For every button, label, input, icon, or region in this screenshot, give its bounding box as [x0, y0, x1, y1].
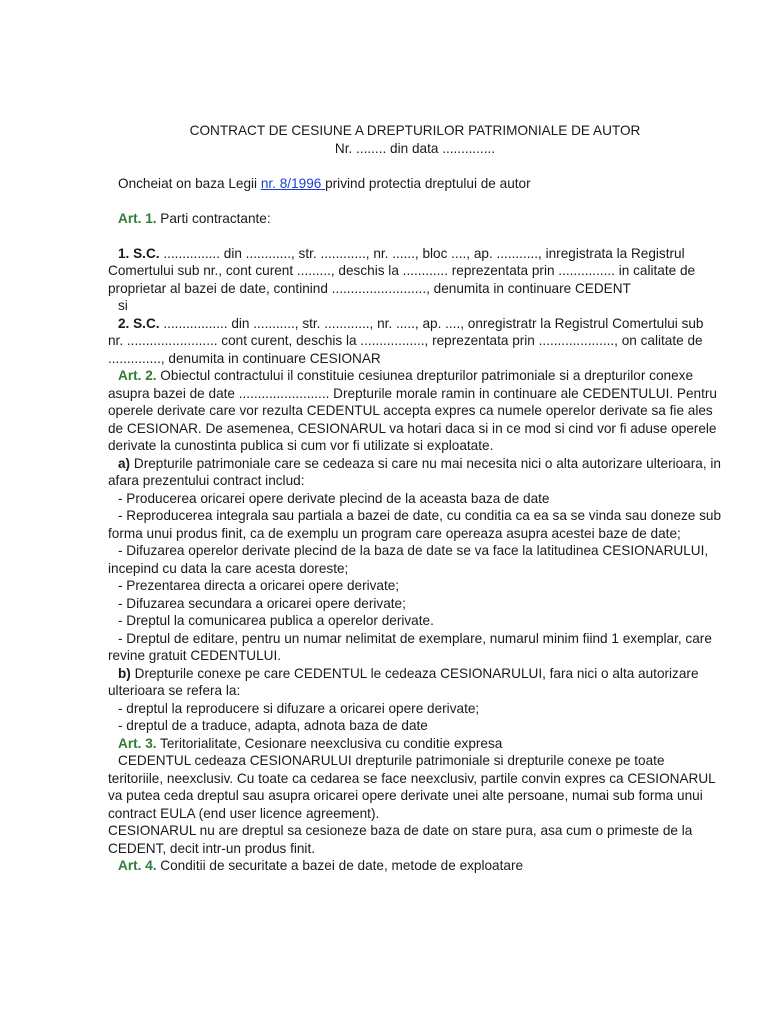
point-a-label: a) [118, 455, 131, 471]
contract-title: CONTRACT DE CESIUNE A DREPTURILOR PATRIMONIALE DE AUTOR [189, 123, 641, 138]
article-3: Art. 3. Teritorialitate, Cesionare neexclusiva cu conditie expresa [118, 735, 503, 751]
contract-number-line: Nr. ........ din data .............. [334, 140, 496, 156]
contract-body [108, 122, 722, 875]
article-1: Art. 1. Parti contractante: [118, 210, 271, 226]
law-link[interactable]: nr. 8/1996 [260, 175, 326, 191]
article-3-paragraph-1: CEDENTUL cedeaza CESIONARULUI drepturile patrimoniale si drepturile conexe pe toate teritoriile, neexclusiv. Cu toate ca cedarea se face neexclusiv, partile convin expres ca CESIONARUL va putea ceda dreptul sau asupra oricarei opere derivate unei alte persoane, numai sub forma unui contract EULA (end user licence agreement). [108, 753, 716, 821]
list-item: - Prezentarea directa a oricarei opere derivate; [118, 578, 400, 593]
party-1-paragraph: 1. S.C. ............... din ............, str. ............, nr. ......, bloc ...., ap. ..........., inregistrata la Registrul Comertului sub nr., cont curent ........., deschis la ............ reprezentata prin ............... in calitate de proprietar al bazei de date, continind ........................., denumita in continuare CEDENT [108, 245, 696, 296]
article-2: Art. 2. Obiectul contractului il constituie cesiunea drepturilor patrimoniale si a drepturilor conexe asupra bazei de date ........................ Drepturile morale ramin in continuare ale CEDENTULUI. Pentru operele derivate care vor rezulta CEDENTUL accepta expres ca numele operelor derivate sa fie ales de CESIONAR. De asemenea, CESIONARUL va hotari daca si in ce mod si cind vor fi aduse operele derivate la cunostinta publica si cum vor fi utilizate si exploatate. [108, 368, 717, 453]
list-item: - Reproducerea integrala sau partiala a bazei de date, cu conditia ca ea sa se vinda sau doneze sub forma unui produs finit, ca de exemplu un program care opereaza asupra acestei baze de date; [108, 508, 722, 541]
party-2-label: 2. S.C. [118, 315, 160, 331]
point-b-label: b) [118, 665, 131, 681]
intro-paragraph: Oncheiat on baza Legii nr. 8/1996 privind protectia dreptului de autor [118, 175, 531, 191]
list-item: - Difuzarea secundara a oricarei opere derivate; [118, 595, 406, 611]
article-1-label: Art. 1. [118, 210, 157, 226]
point-b-paragraph: b) Drepturile conexe pe care CEDENTUL le cedeaza CESIONARULUI, fara nici o alta autorizare ulterioara se refera la: [108, 665, 699, 698]
article-4: Art. 4. Conditii de securitate a bazei de date, metode de exploatare [118, 858, 524, 873]
article-2-label: Art. 2. [118, 368, 157, 383]
list-item: - dreptul la reproducere si difuzare a oricarei opere derivate; [118, 700, 480, 716]
list-item: - Difuzarea operelor derivate plecind de la baza de date se va face la latitudinea CESIONARULUI, incepind cu data la care acesta doreste; [108, 543, 709, 576]
article-3-paragraph-2: CESIONARUL nu are dreptul sa cesioneze baza de date on stare pura, asa cum o primeste de la CEDENT, decit intr-un produs finit. [108, 823, 693, 856]
list-item: - Dreptul la comunicarea publica a operelor derivate. [118, 613, 434, 628]
party-2-paragraph: 2. S.C. ................. din ..........., str. ............, nr. ....., ap. ...., onregistratr la Registrul Comertului sub nr. ........................ cont curent, deschis la ................., reprezentata prin ...................., on calitate de .............., denumita in continuare CESIONAR [108, 315, 704, 366]
party-1-label: 1. S.C. [118, 245, 160, 261]
list-item: - Producerea oricarei opere derivate plecind de la aceasta baza de date [118, 490, 550, 506]
article-3-label: Art. 3. [118, 735, 157, 751]
list-item: - Dreptul de editare, pentru un numar nelimitat de exemplare, numarul minim fiind 1 exemplar, care revine gratuit CEDENTULUI. [108, 630, 712, 663]
list-item: - dreptul de a traduce, adapta, adnota baza de date [118, 718, 428, 733]
conjunction-si: si [118, 298, 128, 313]
article-4-label: Art. 4. [118, 858, 157, 873]
point-a-paragraph: a) Drepturile patrimoniale care se cedeaza si care nu mai necesita nici o alta autorizare ulterioara, in afara prezentului contract includ: [108, 455, 721, 488]
